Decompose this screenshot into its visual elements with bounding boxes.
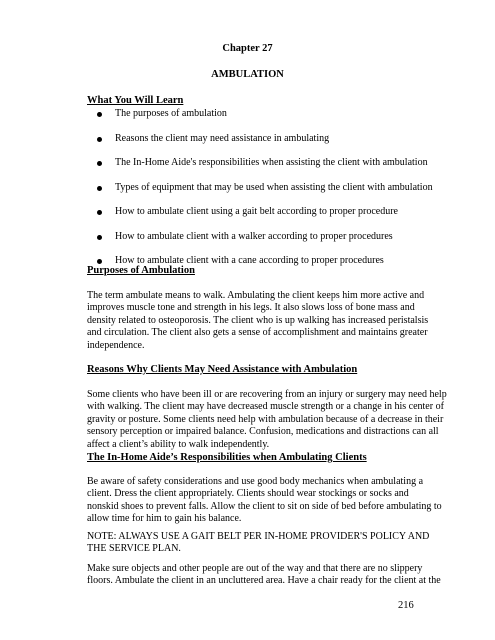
bullet-icon — [97, 112, 102, 117]
bullet-icon — [97, 137, 102, 142]
list-item — [96, 182, 433, 207]
learn-list — [96, 108, 433, 280]
learn-heading: What You Will Learn — [87, 95, 184, 106]
list-item-text: How to ambulate client with a cane according to proper procedures — [115, 255, 384, 266]
list-item — [96, 133, 433, 158]
list-item-text: Reasons the client may need assistance in ambulating — [115, 132, 330, 144]
list-item — [96, 157, 433, 182]
list-item — [96, 206, 433, 231]
list-item-text: Types of equipment that may be used when assisting the client with ambulation — [115, 181, 433, 193]
bullet-icon — [97, 186, 102, 191]
chapter-number: Chapter 27 — [222, 43, 273, 54]
list-item-text: How to ambulate client using a gait belt according to proper procedure — [115, 206, 398, 217]
bullet-icon — [97, 210, 102, 215]
purposes-heading: Purposes of Ambulation — [87, 265, 195, 276]
purposes-paragraph: The term ambulate means to walk. Ambulating the client keeps him more active and improves muscle tone and strength in his legs. It also slows loss of bone mass and density related to osteoporosis. The client who is up walking has increased peristalsis and circulation. The client also gets a sense of accomplishment and maintains greater independence. — [87, 290, 429, 351]
page-number: 216 — [398, 600, 414, 611]
chapter-title: AMBULATION — [211, 69, 284, 80]
list-item — [96, 231, 433, 256]
list-item — [96, 108, 433, 133]
list-item-text: How to ambulate client with a walker according to proper procedures — [115, 230, 393, 242]
responsibilities-heading: The In-Home Aide’s Responsibilities when Ambulating Clients — [87, 452, 367, 463]
reasons-paragraph: Some clients who have been ill or are recovering from an injury or surgery may need help with walking. The client may have decreased muscle strength or a change in his center of gravity or posture. Some clients need help with ambulation because of a decrease in their sensory perception or impaired balance. Confusion, medications and distractions can all affect a client’s ability to walk independently. — [87, 389, 447, 450]
note-paragraph: NOTE: ALWAYS USE A GAIT BELT PER IN-HOME PROVIDER'S POLICY AND THE SERVICE PLAN. — [87, 531, 430, 555]
list-item-text: The In-Home Aide's responsibilities when assisting the client with ambulation — [115, 157, 428, 168]
bullet-icon — [97, 235, 102, 240]
list-item-text: The purposes of ambulation — [115, 108, 227, 119]
bullet-icon — [97, 161, 102, 166]
bullet-icon — [97, 259, 102, 264]
reasons-heading: Reasons Why Clients May Need Assistance with Ambulation — [87, 364, 358, 375]
final-paragraph: Make sure objects and other people are out of the way and that there are no slippery floors. Ambulate the client in an uncluttered area. Have a chair ready for the client at the — [87, 563, 441, 587]
responsibilities-paragraph: Be aware of safety considerations and use good body mechanics when ambulating a client. Dress the client appropriately. Clients should wear stockings or socks and nonskid shoes to prevent falls. Allow the client to sit on side of bed before ambulating to allow time for him to gain his balance. — [87, 476, 442, 525]
